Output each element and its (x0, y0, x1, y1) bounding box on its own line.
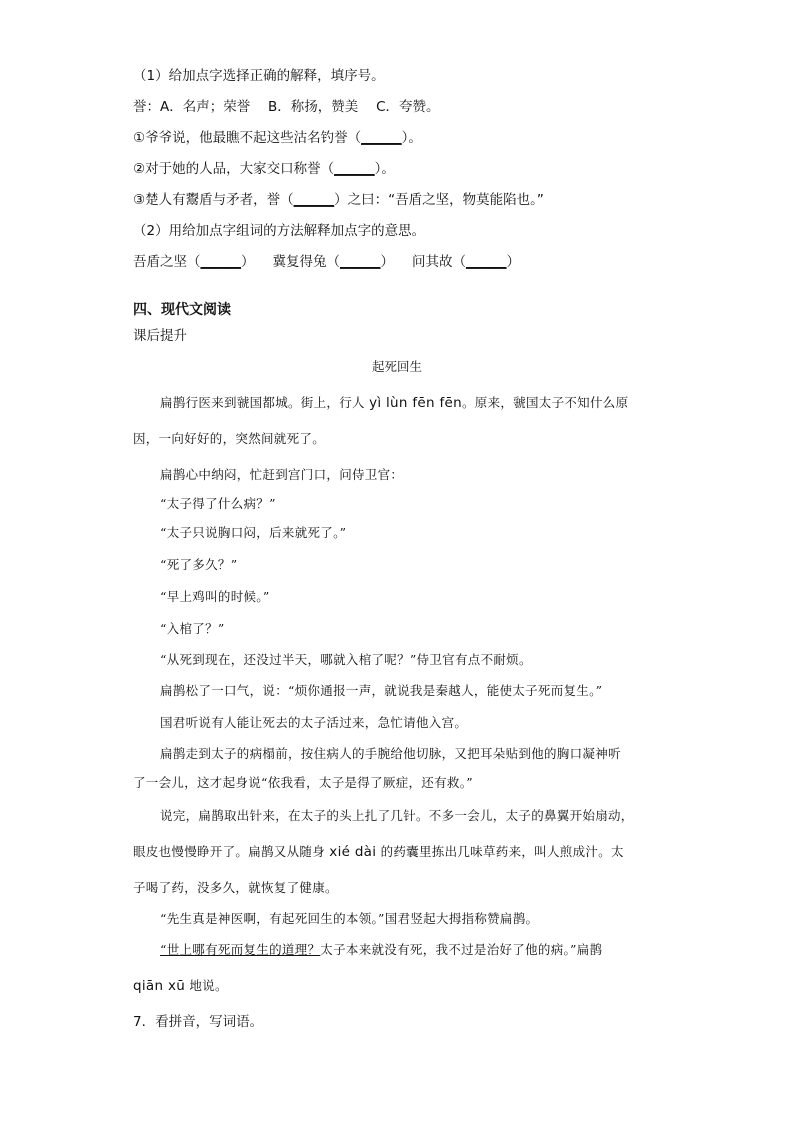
pinyin-prompt: xié dài (329, 844, 377, 860)
q6-item-1-end: ）。 (401, 130, 422, 146)
word-1-end: ） (241, 254, 255, 270)
word-2-end: ） (380, 254, 394, 270)
story-paragraph-7: “先生真是神医啊，有起死回生的本领。”国君竖起大拇指称赞扁鹊。 (160, 911, 539, 926)
story-text: 太子本来就没有死，我不过是治好了他的病。”扁鹊 (320, 942, 603, 957)
section-heading: 四、现代文阅读 (133, 302, 231, 318)
q6-item-3-text: ③楚人有鬻盾与矛者，誉（ (133, 192, 294, 208)
story-dialogue-6: “从死到现在，还没过半天，哪就入棺了呢？”侍卫官有点不耐烦。 (160, 652, 532, 667)
answer-blank[interactable]: ______ (361, 130, 402, 146)
pinyin-prompt: qiān xū (133, 978, 186, 994)
q6-item-3-end: ）之曰：“吾盾之坚，物莫能陷也。” (334, 192, 544, 208)
word-2: 冀复得兔（ (272, 254, 340, 270)
answer-blank[interactable]: ______ (466, 254, 507, 270)
story-paragraph-1-cont: 因，一向好好的，突然间就死了。 (133, 431, 326, 446)
question-7-label: 7．看拼音，写词语。 (133, 1014, 264, 1030)
pinyin-prompt: yì lùn fēn fēn (369, 395, 462, 411)
story-text: 的药囊里拣出几味草药来，叫人煎成汁。太 (376, 844, 624, 859)
story-dialogue-5: “入棺了？” (160, 621, 225, 636)
answer-blank[interactable]: ______ (293, 192, 335, 208)
answer-blank[interactable]: ______ (200, 254, 241, 270)
q6-item-1-text: ①爷爷说，他最瞧不起这些沽名钓誉（ (133, 130, 362, 146)
word-3: 问其故（ (412, 254, 466, 270)
story-dialogue-2: “太子只说胸口闷，后来就死了。” (160, 525, 347, 540)
story-dialogue-4: “早上鸡叫的时候。” (160, 589, 270, 604)
story-dialogue-3: “死了多久？” (160, 557, 238, 572)
story-title: 起死回生 (371, 359, 422, 374)
q6-item-2-end: ）。 (374, 161, 395, 177)
story-paragraph-5-cont: 了一会儿，这才起身说“依我看，太子是得了厥症，还有救。” (133, 775, 473, 790)
story-paragraph-6-cont (133, 842, 624, 862)
q6-item-2-text: ②对于她的人品，大家交口称誉（ (133, 161, 335, 177)
q6-words-row (133, 252, 520, 272)
section-subheading: 课后提升 (133, 328, 187, 344)
underlined-sentence: “世上哪有死而复生的道理？ (160, 942, 321, 957)
story-paragraph-4: 国君听说有人能让死去的太子活过来，急忙请他入宫。 (160, 715, 468, 730)
story-text: 地说。 (185, 978, 228, 993)
answer-blank[interactable]: ______ (340, 254, 381, 270)
q6-item-1 (133, 128, 422, 148)
story-text: 眼皮也慢慢睁开了。扁鹊又从随身 (133, 844, 330, 859)
word-3-end: ） (506, 254, 520, 270)
story-paragraph-6: 说完，扁鹊取出针来，在太子的头上扎了几针。不多一会儿，太子的鼻翼开始扇动， (160, 808, 634, 823)
q6-item-2 (133, 159, 395, 179)
story-paragraph-3: 扁鹊松了一口气，说：“烦你通报一声，就说我是秦越人，能使太子死而复生。” (160, 683, 603, 698)
q6-sub1-instruction: （1）给加点字选择正确的解释，填序号。 (133, 68, 385, 84)
story-paragraph-8-cont (133, 976, 228, 996)
story-text: 扁鹊行医来到虢国都城。街上，行人 (160, 395, 370, 410)
story-paragraph-8 (160, 940, 602, 960)
q6-item-3 (133, 190, 544, 210)
q6-sub2-instruction: （2）用给加点字组词的方法解释加点字的意思。 (133, 223, 426, 239)
story-paragraph-6-end: 子喝了药，没多久，就恢复了健康。 (133, 880, 338, 895)
story-dialogue-1: “太子得了什么病？” (160, 496, 276, 511)
story-paragraph-2: 扁鹊心中纳闷，忙赶到宫门口，问侍卫官： (160, 467, 404, 482)
word-1: 吾盾之坚（ (133, 254, 201, 270)
story-text: 。原来，虢国太子不知什么原 (461, 395, 629, 410)
answer-blank[interactable]: ______ (334, 161, 375, 177)
story-paragraph-5: 扁鹊走到太子的病榻前，按住病人的手腕给他切脉，又把耳朵贴到他的胸口凝神听 (160, 746, 621, 761)
story-paragraph-1 (160, 393, 628, 413)
q6-options: 誉：A．名声；荣誉 B．称扬，赞美 C．夸赞。 (133, 99, 440, 115)
